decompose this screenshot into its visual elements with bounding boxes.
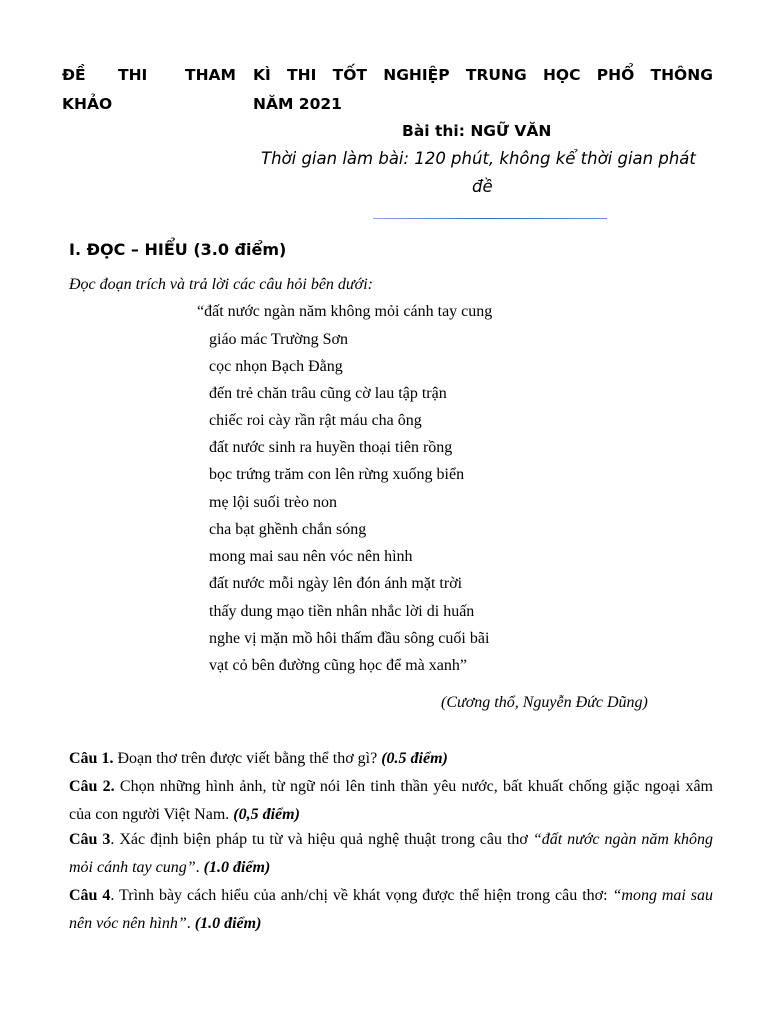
- poem-line: đất nước sinh ra huyền thoại tiên rồng: [209, 439, 453, 456]
- poem-line: vạt cỏ bên đường cũng học để mà xanh”: [209, 657, 467, 674]
- poem-line: mong mai sau nên vóc nên hình: [209, 548, 413, 565]
- question-quote: “mong mai sau nên vóc nên hình”: [69, 887, 714, 932]
- title-word: PHỔ: [596, 66, 635, 84]
- exam-type-word-4: KHẢO: [62, 95, 113, 113]
- question-points: (0,5 điểm): [233, 806, 300, 823]
- question-label: Câu 1.: [69, 750, 114, 767]
- question-text: . Xác định biện pháp tu từ và hiệu quả nghệ thuật trong câu thơ: [110, 831, 533, 848]
- question-quote: “đất nước ngàn năm không mỏi cánh tay cung”: [69, 831, 714, 876]
- poem-line: giáo mác Trường Sơn: [209, 331, 348, 348]
- section-heading: I. ĐỌC – HIỂU (3.0 điểm): [69, 240, 287, 259]
- poem-line: đến trẻ chăn trâu cũng cờ lau tập trận: [209, 385, 447, 402]
- title-word: HỌC: [542, 66, 581, 84]
- title-word: TRUNG: [465, 66, 527, 84]
- exam-time-line-2: đề: [472, 177, 493, 196]
- exam-time-line-1: Thời gian làm bài: 120 phút, không kể thời gian phát: [261, 149, 696, 168]
- poem-line: thấy dung mạo tiền nhân nhắc lời di huấn: [209, 603, 475, 620]
- question-label: Câu 4: [69, 887, 111, 904]
- poem-line: cha bạt ghềnh chắn sóng: [209, 521, 367, 538]
- title-word: NGHIỆP: [383, 66, 450, 84]
- title-word: TỐT: [332, 66, 367, 84]
- poem-line: nghe vị mặn mồ hôi thấm đầu sông cuối bãi: [209, 630, 490, 647]
- exam-title-line-1: [253, 66, 713, 84]
- poem-line: mẹ lội suối trèo non: [209, 494, 337, 511]
- question-label: Câu 2.: [69, 778, 115, 795]
- exam-subject: Bài thi: NGỮ VĂN: [402, 122, 552, 140]
- title-word: KÌ: [253, 66, 271, 84]
- question-4: [69, 882, 713, 938]
- exam-type-word-2: THI: [118, 66, 148, 84]
- title-word: THÔNG: [650, 66, 713, 84]
- poem-line: cọc nhọn Bạch Đằng: [209, 358, 343, 375]
- question-points: (1.0 điểm): [203, 859, 271, 876]
- question-after: .: [195, 859, 204, 876]
- question-1: [69, 745, 713, 773]
- question-points: (0.5 điểm): [381, 750, 448, 767]
- exam-title-year: NĂM 2021: [253, 95, 342, 113]
- question-label: Câu 3: [69, 831, 111, 848]
- poem-line: “đất nước ngàn năm không mỏi cánh tay cung: [197, 303, 493, 320]
- section-intro: Đọc đoạn trích và trả lời các câu hỏi bên dưới:: [69, 276, 373, 293]
- question-text: Đoạn thơ trên được viết bằng thể thơ gì?: [113, 750, 382, 767]
- exam-type-word-3: THAM: [185, 66, 236, 84]
- header-divider: [373, 218, 607, 219]
- exam-type-word-1: ĐỀ: [62, 66, 86, 84]
- title-word: THI: [287, 66, 317, 84]
- question-after: .: [186, 915, 195, 932]
- question-points: (1.0 điểm): [194, 915, 262, 932]
- poem-line: đất nước mỗi ngày lên đón ánh mặt trời: [209, 575, 463, 592]
- poem-line: chiếc roi cày rần rật máu cha ông: [209, 412, 422, 429]
- poem-line: bọc trứng trăm con lên rừng xuống biển: [209, 466, 465, 483]
- poem-source: (Cương thổ, Nguyễn Đức Dũng): [441, 694, 648, 711]
- question-text: . Trình bày cách hiểu của anh/chị về khát vọng được thể hiện trong câu thơ:: [110, 887, 613, 904]
- question-text: Chọn những hình ảnh, từ ngữ nói lên tinh thần yêu nước, bất khuất chống giặc ngoại xâm của con người Việt Nam.: [69, 778, 713, 823]
- question-2: [69, 773, 713, 829]
- question-3: [69, 826, 713, 882]
